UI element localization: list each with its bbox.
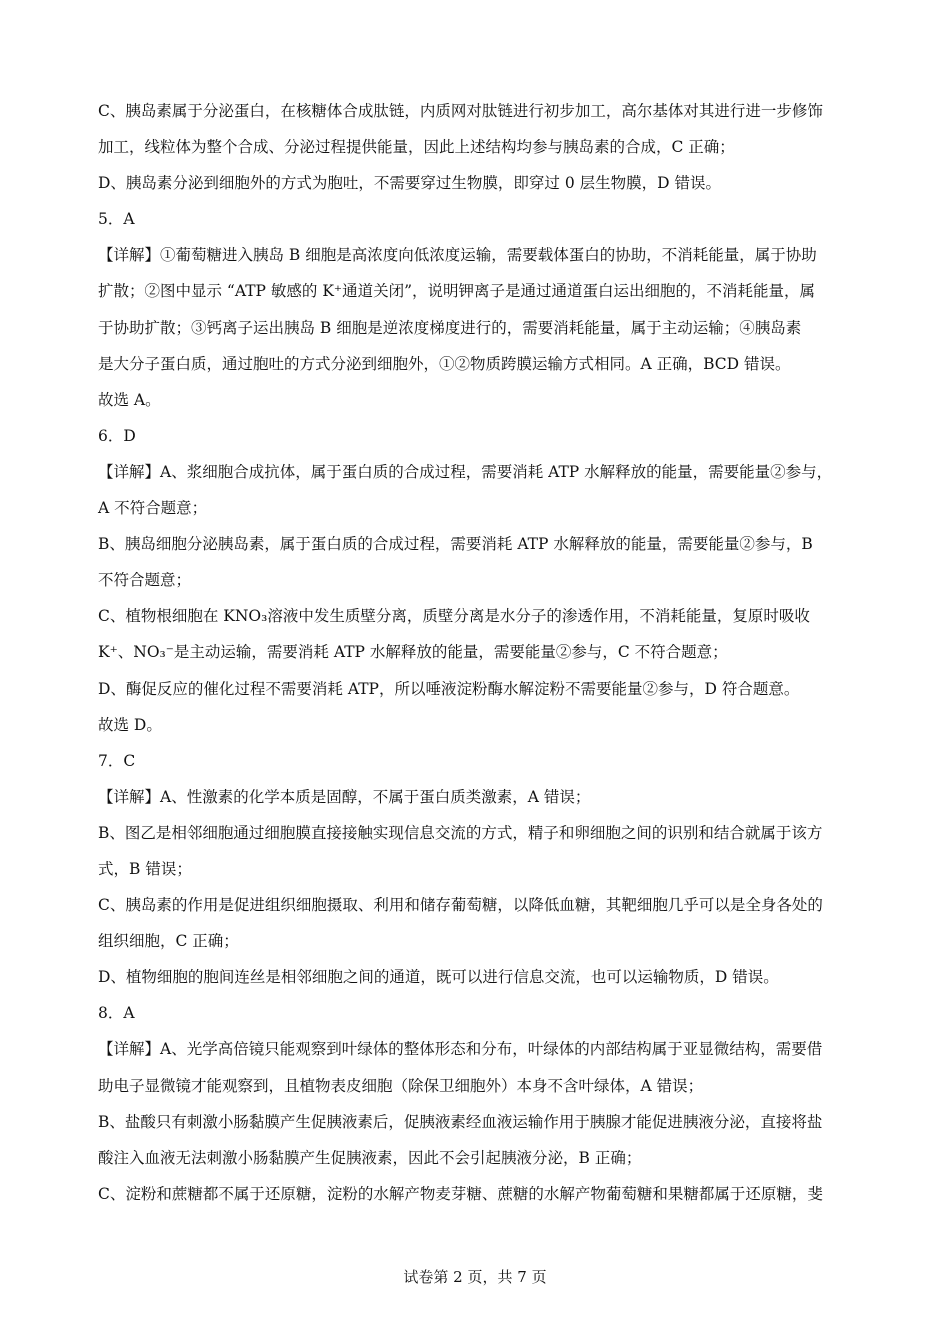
text-line: 扩散；②图中显示 “ATP 敏感的 K⁺通道关闭”，说明钾离子是通过通道蛋白运出细胞的，不消耗能量，属	[98, 282, 816, 301]
text-line: 式，B 错误；	[98, 859, 192, 878]
text-line: 【详解】①葡萄糖进入胰岛 B 细胞是高浓度向低浓度运输，需要载体蛋白的协助，不消耗能量，属于协助	[98, 246, 817, 265]
text-line: 加工，线粒体为整个合成、分泌过程提供能量，因此上述结构均参与胰岛素的合成，C 正确；	[98, 138, 735, 157]
text-line: 不符合题意；	[98, 571, 192, 590]
text-line: 酸注入血液无法刺激小肠黏膜产生促胰液素，因此不会引起胰液分泌，B 正确；	[98, 1148, 642, 1167]
text-line: 组织细胞，C 正确；	[98, 932, 239, 951]
text-line: 【详解】A、性激素的化学本质是固醇，不属于蛋白质类激素，A 错误；	[98, 787, 591, 806]
text-line: 【详解】A、浆细胞合成抗体，属于蛋白质的合成过程，需要消耗 ATP 水解释放的能量，需要能量②参与，	[98, 462, 833, 481]
question-number: 8．A	[98, 1004, 135, 1023]
text-line: D、胰岛素分泌到细胞外的方式为胞吐，不需要穿过生物膜，即穿过 0 层生物膜，D 错误。	[98, 174, 721, 193]
text-line: B、盐酸只有刺激小肠黏膜产生促胰液素后，促胰液素经血液运输作用于胰腺才能促进胰液分泌，直接将盐	[98, 1112, 823, 1131]
text-line: B、胰岛细胞分泌胰岛素，属于蛋白质的合成过程，需要消耗 ATP 水解释放的能量，需要能量②参与，B	[98, 535, 813, 554]
text-line: 助电子显微镜才能观察到，且植物表皮细胞（除保卫细胞外）本身不含叶绿体，A 错误；	[98, 1076, 704, 1095]
text-line: K⁺、NO₃⁻是主动运输，需要消耗 ATP 水解释放的能量，需要能量②参与，C 不符合题意；	[98, 643, 728, 662]
question-number: 5．A	[98, 210, 135, 229]
text-line: C、淀粉和蔗糖都不属于还原糖，淀粉的水解产物麦芽糖、蔗糖的水解产物葡萄糖和果糖都属于还原糖，斐	[98, 1184, 823, 1203]
text-line: C、胰岛素属于分泌蛋白，在核糖体合成肽链，内质网对肽链进行初步加工，高尔基体对其进行进一步修饰	[98, 102, 823, 120]
text-line: D、酶促反应的催化过程不需要消耗 ATP，所以唾液淀粉酶水解淀粉不需要能量②参与，D 符合题意。	[98, 679, 800, 698]
question-number: 6．D	[98, 426, 136, 445]
text-line: 是大分子蛋白质，通过胞吐的方式分泌到细胞外，①②物质跨膜运输方式相同。A 正确，BCD 错误。	[98, 354, 791, 373]
text-line: 【详解】A、光学高倍镜只能观察到叶绿体的整体形态和分布，叶绿体的内部结构属于亚显微结构，需要借	[98, 1040, 823, 1059]
answer-choice: 故选 A。	[98, 390, 161, 409]
text-line: 于协助扩散；③钙离子运出胰岛 B 细胞是逆浓度梯度进行的，需要消耗能量，属于主动运输；④胰岛素	[98, 318, 802, 337]
text-line: C、胰岛素的作用是促进组织细胞摄取、利用和储存葡萄糖，以降低血糖，其靶细胞几乎可以是全身各处的	[98, 896, 823, 915]
answer-explanations	[98, 93, 858, 1212]
text-line: D、植物细胞的胞间连丝是相邻细胞之间的通道，既可以进行信息交流，也可以运输物质，D 错误。	[98, 968, 779, 987]
text-line: C、植物根细胞在 KNO₃溶液中发生质壁分离，质壁分离是水分子的渗透作用，不消耗能量，复原时吸收	[98, 607, 810, 626]
answer-choice: 故选 D。	[98, 715, 162, 734]
page-footer: 试卷第 2 页，共 7 页	[403, 1268, 547, 1286]
text-line: B、图乙是相邻细胞通过细胞膜直接接触实现信息交流的方式，精子和卵细胞之间的识别和结合就属于该方	[98, 823, 823, 842]
text-line: A 不符合题意；	[98, 499, 208, 518]
question-number: 7．C	[98, 751, 136, 770]
